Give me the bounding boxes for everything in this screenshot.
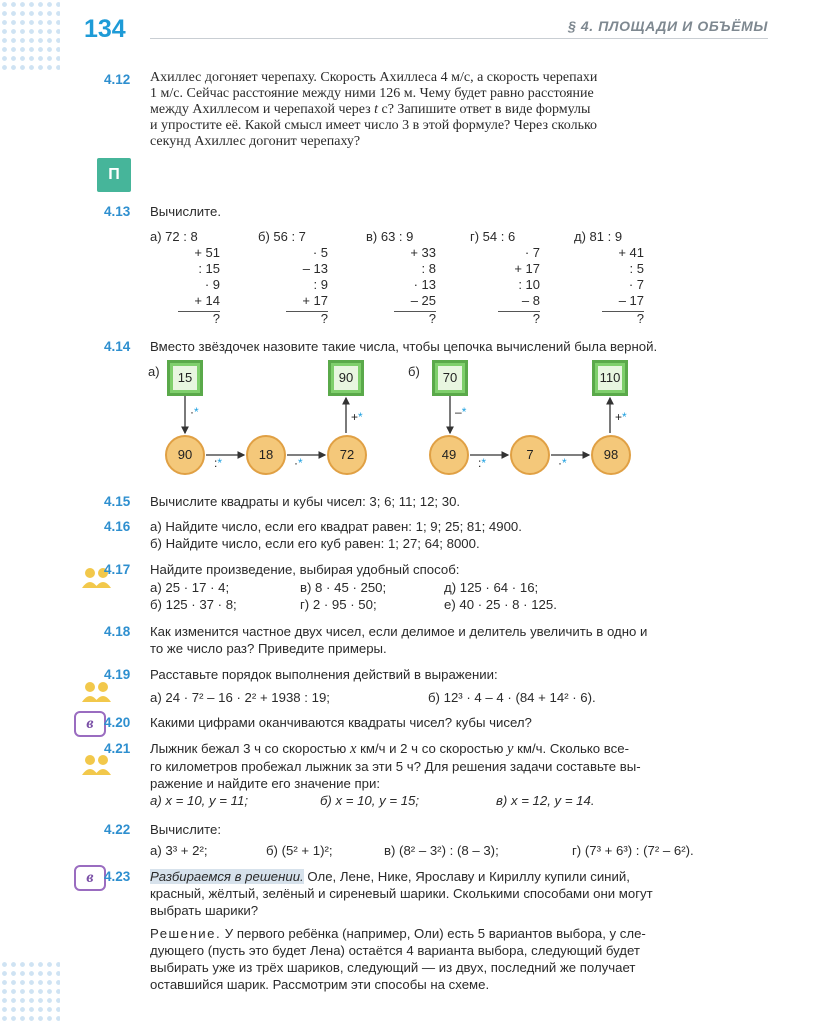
chain-result: ?	[636, 311, 644, 326]
project-task-icon: П	[97, 158, 131, 192]
task-4-14-text: Вместо звёздочек назовите такие числа, чтобы цепочка вычислений была верной.	[150, 339, 658, 354]
task-4-17-number: 4.17	[104, 562, 131, 577]
task-4-21-text	[150, 740, 766, 792]
chain-op: : 8	[421, 261, 436, 276]
item: г) 2 · 95 · 50;	[300, 597, 377, 612]
text-line: Как изменится частное двух чисел, если делимое и делитель увеличить в одно и	[150, 624, 648, 639]
task-4-23-text	[150, 868, 766, 993]
chain-result: ?	[212, 311, 220, 326]
task-4-22-text: Вычислите:	[150, 822, 222, 837]
task-4-19-number: 4.19	[104, 667, 131, 682]
chain-circle: 18	[246, 435, 286, 475]
op-up: +*	[615, 410, 627, 424]
task-4-20-number: 4.20	[104, 715, 131, 730]
op-mid-1: :*	[214, 456, 223, 470]
start-value: 15	[173, 366, 197, 390]
task-4-22-number: 4.22	[104, 822, 131, 837]
chain-op: – 17	[618, 293, 644, 308]
chain-op: + 14	[194, 293, 220, 308]
chain-circle: 7	[510, 435, 550, 475]
chain-column-d	[574, 229, 644, 327]
pair-work-icon	[80, 680, 114, 704]
chain-line	[498, 311, 540, 312]
text-line: Ахиллес догоняет черепаху. Скорость Ахиллеса 4 м/с, а скорость черепахи	[150, 70, 598, 85]
item: в) 8 · 45 · 250;	[300, 580, 387, 595]
chain-circle: 49	[429, 435, 469, 475]
task-4-19-a: а) 24 · 7² – 16 · 2² + 1938 : 19;	[150, 690, 330, 705]
diagram-a-label: а)	[148, 364, 160, 379]
task-4-21-a: а) x = 10, y = 11;	[150, 793, 248, 808]
chain-line	[394, 311, 436, 312]
chain-op: – 13	[302, 261, 328, 276]
task-4-16-number: 4.16	[104, 519, 131, 534]
task-4-12-text	[150, 70, 766, 150]
text-line: и упростите её. Какой смысл имеет число 3 в этой формуле? Через сколько	[150, 118, 598, 133]
task-4-12-number: 4.12	[104, 72, 131, 87]
chain-label: г) 54 : 6	[470, 229, 516, 244]
task-4-22-b: б) (5² + 1)²;	[266, 843, 333, 858]
item: а) 25 · 17 · 4;	[150, 580, 230, 595]
chain-line	[286, 311, 328, 312]
task-4-18-text	[150, 623, 766, 657]
task-4-16-text	[150, 518, 766, 552]
text-line: б) Найдите число, если его куб равен: 1; 27; 64; 8000.	[150, 536, 480, 551]
task-4-13-number: 4.13	[104, 204, 131, 219]
task-4-21-number: 4.21	[104, 741, 131, 756]
text-line: 1 м/с. Сейчас расстояние между ними 126 м. Чему будет равно расстояние	[150, 86, 594, 101]
op-mid-2: ·*	[294, 456, 303, 470]
chain-op: – 8	[521, 293, 540, 308]
op-down: –*	[455, 405, 467, 419]
task-4-19-b: б) 12³ · 4 – 4 · (84 + 14² · 6).	[428, 690, 596, 705]
chain-result: ?	[320, 311, 328, 326]
chain-op: : 5	[629, 261, 644, 276]
task-4-20-text: Какими цифрами оканчиваются квадраты чисел? кубы чисел?	[150, 715, 532, 730]
text-line: ражение и найдите его значение при:	[150, 776, 381, 791]
text-line: между Ахиллесом и черепахой через t с? Запишите ответ в виде формулы	[150, 102, 591, 117]
item: д) 125 · 64 · 16;	[444, 580, 539, 595]
chain-circle: 98	[591, 435, 631, 475]
task-4-19-text: Расставьте порядок выполнения действий в выражении:	[150, 667, 498, 682]
solution-line: дующего (пусть это будет Лена) остаётся 4 варианта выбора, следующий будет	[150, 943, 640, 958]
text-line: а) Найдите число, если его квадрат равен: 1; 9; 25; 81; 4900.	[150, 519, 522, 534]
chain-label: а) 72 : 8	[150, 229, 198, 244]
chain-result: ?	[428, 311, 436, 326]
op-mid-1: :*	[478, 456, 487, 470]
chain-circle: 72	[327, 435, 367, 475]
chain-op: + 41	[618, 245, 644, 260]
task-4-18-number: 4.18	[104, 624, 131, 639]
chain-op: : 10	[518, 277, 540, 292]
chain-line	[178, 311, 220, 312]
chain-op: · 7	[524, 245, 540, 260]
dinosaur-task-icon: в	[74, 711, 106, 737]
chain-op: + 17	[514, 261, 540, 276]
task-4-22-a: а) 3³ + 2²;	[150, 843, 208, 858]
task-4-15-number: 4.15	[104, 494, 131, 509]
op-down: ·*	[190, 405, 199, 419]
chain-op: + 33	[410, 245, 436, 260]
corner-dot-pattern-bottom	[0, 960, 60, 1024]
chain-op: · 9	[204, 277, 220, 292]
page-number: 134	[84, 15, 126, 43]
task-4-15-text: Вычислите квадраты и кубы чисел: 3; 6; 11; 12; 30.	[150, 494, 461, 509]
text-line: Лыжник бежал 3 ч со скоростью x км/ч и 2 ч со скоростью y км/ч. Сколько все-	[150, 741, 629, 757]
chain-op: + 17	[302, 293, 328, 308]
chain-op: · 5	[312, 245, 328, 260]
chain-label: д) 81 : 9	[574, 229, 623, 244]
item: б) 125 · 37 · 8;	[150, 597, 237, 612]
chain-op: · 7	[628, 277, 644, 292]
task-4-17-text: Найдите произведение, выбирая удобный способ:	[150, 562, 460, 577]
text-line: красный, жёлтый, зелёный и сиреневый шарики. Сколькими способами они могут	[150, 886, 653, 901]
chain-circle: 90	[165, 435, 205, 475]
task-4-22-c: в) (8² – 3²) : (8 – 3);	[384, 843, 499, 858]
highlight-label: Разбираемся в решении.	[150, 869, 304, 884]
header-rule	[150, 38, 768, 39]
chain-result: ?	[532, 311, 540, 326]
chain-column-v	[366, 229, 436, 327]
chain-line	[602, 311, 644, 312]
solution-line: оставшийся шарик. Рассмотрим эти способы на схеме.	[150, 977, 490, 992]
task-4-22-d: г) (7³ + 6³) : (7² – 6²).	[572, 843, 694, 858]
op-up: +*	[351, 410, 363, 424]
chain-op: : 15	[198, 261, 220, 276]
item: е) 40 · 25 · 8 · 125.	[444, 597, 557, 612]
chain-column-a	[150, 229, 220, 327]
solution-line: выбирать уже из трёх шариков, следующий — из двух, последний же получает	[150, 960, 636, 975]
dinosaur-task-icon: в	[74, 865, 106, 891]
chain-op: – 25	[410, 293, 436, 308]
op-mid-2: ·*	[558, 456, 567, 470]
text-line: Разбираемся в решении. Оле, Лене, Нике, Ярославу и Кириллу купили синий,	[150, 869, 630, 884]
end-value: 110	[598, 366, 622, 390]
chain-op: : 9	[313, 277, 328, 292]
chain-op: + 51	[194, 245, 220, 260]
pair-work-icon	[80, 753, 114, 777]
text-line: секунд Ахиллес догонит черепаху?	[150, 134, 361, 149]
task-4-13-text: Вычислите.	[150, 204, 222, 219]
diagram-b-label: б)	[408, 364, 420, 379]
corner-dot-pattern-top	[0, 0, 60, 70]
task-4-21-b: б) x = 10, y = 15;	[320, 793, 420, 808]
task-4-23-number: 4.23	[104, 869, 131, 884]
text-line: выбрать шарики?	[150, 903, 259, 918]
text-line: го километров пробежал лыжник за эти 5 ч? Для решения задачи составьте вы-	[150, 759, 641, 774]
text-line: то же число раз? Приведите примеры.	[150, 641, 387, 656]
task-4-14-number: 4.14	[104, 339, 131, 354]
chain-label: б) 56 : 7	[258, 229, 306, 244]
chain-op: · 13	[413, 277, 436, 292]
chain-label: в) 63 : 9	[366, 229, 414, 244]
end-value: 90	[334, 366, 358, 390]
chain-column-g	[470, 229, 540, 327]
chain-column-b	[258, 229, 328, 327]
task-4-21-c: в) x = 12, y = 14.	[496, 793, 595, 808]
start-value: 70	[438, 366, 462, 390]
solution-line: Решение. У первого ребёнка (например, Оли) есть 5 вариантов выбора, у сле-	[150, 926, 646, 941]
section-title: § 4. ПЛОЩАДИ И ОБЪЁМЫ	[568, 18, 768, 34]
